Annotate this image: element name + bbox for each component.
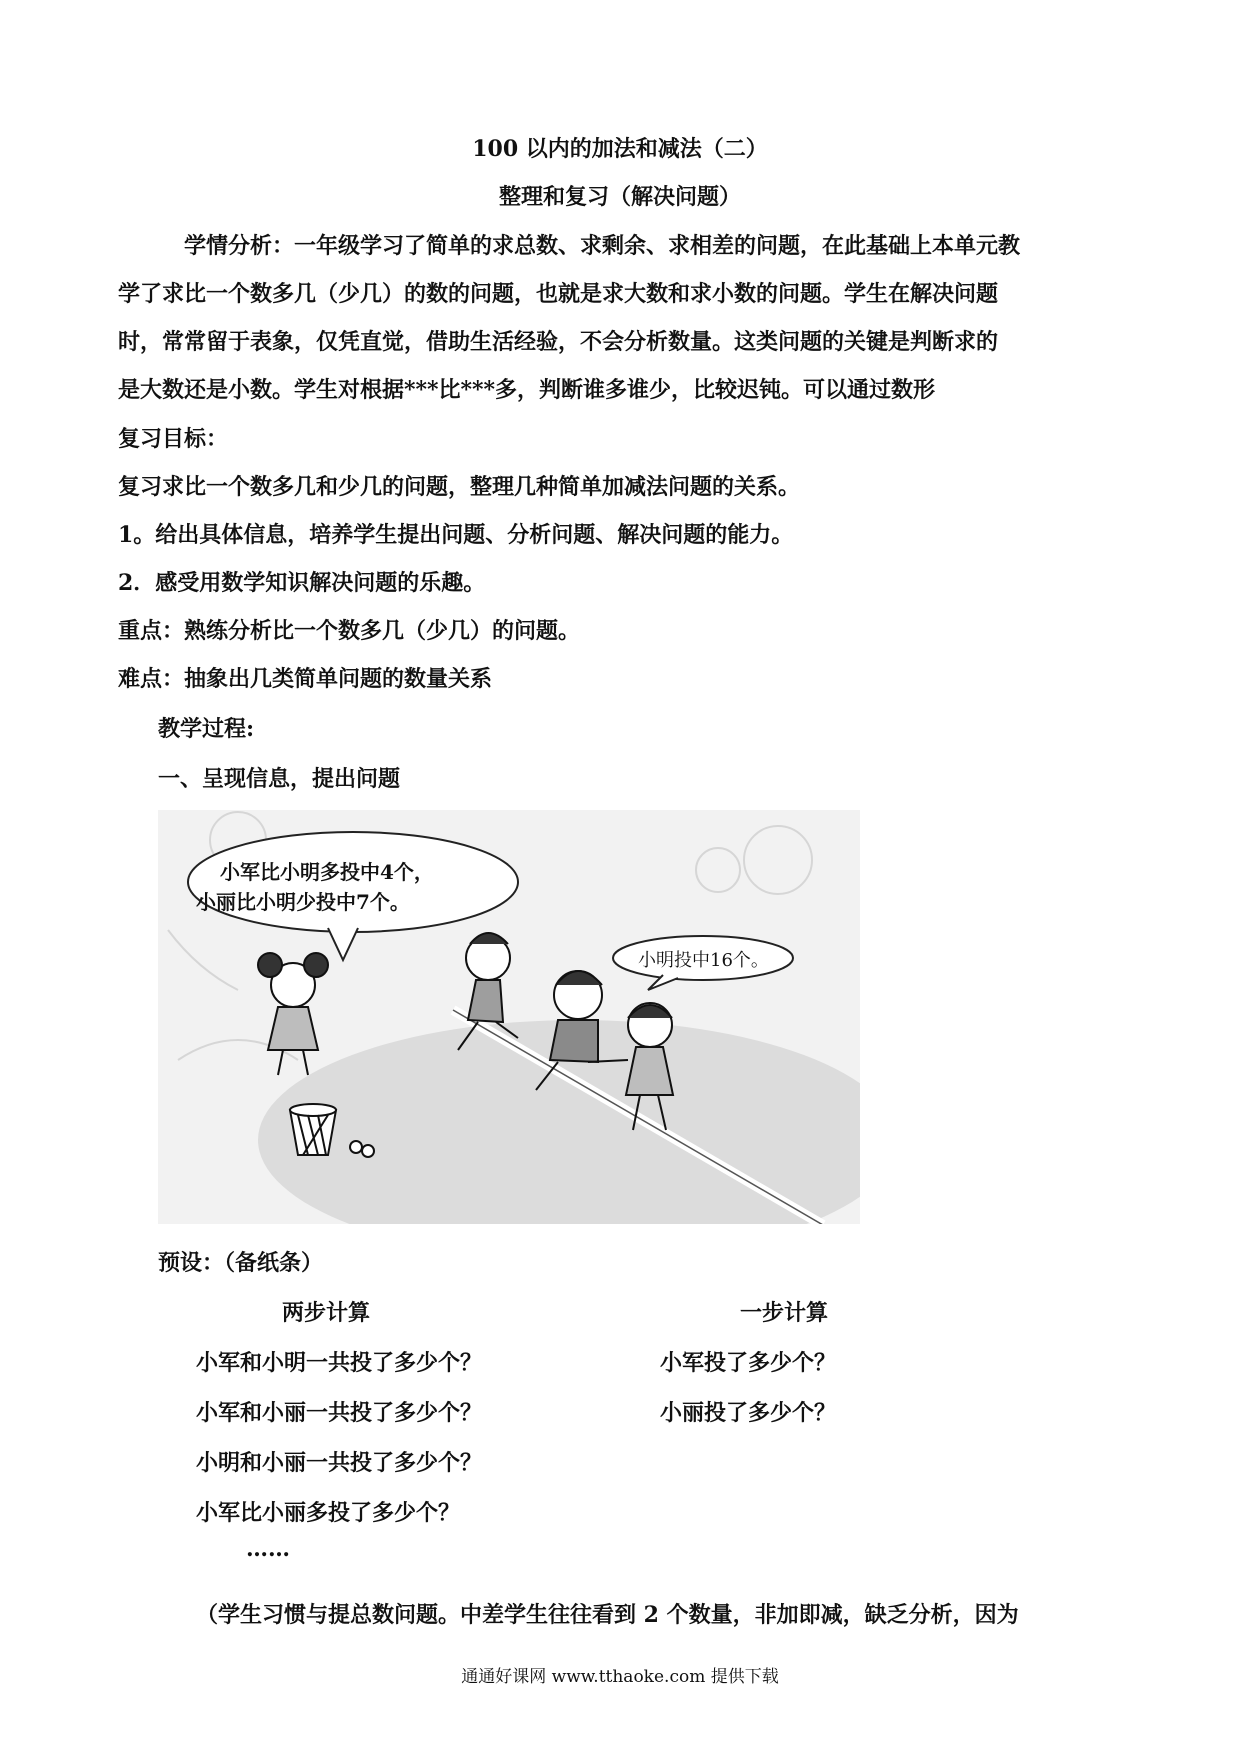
process-heading: 教学过程: [158,716,255,742]
column-header-one-step: 一步计算 [740,1300,829,1326]
speech-bubble-right: 小明投中16个。 [638,950,769,971]
one-step-question: 小丽投了多少个？ [660,1400,837,1426]
two-step-question: 小军和小丽一共投了多少个？ [196,1400,483,1426]
speech-bubble-left-line2: 小丽比小明少投中7个。 [196,890,410,914]
two-step-question: 小明和小丽一共投了多少个？ [196,1450,483,1476]
page-title: 100 以内的加法和减法（二） [472,136,768,162]
preset-label: 预设：（备纸条） [158,1250,324,1276]
one-step-question: 小军投了多少个？ [660,1350,837,1376]
analysis-line: 学情分析：一年级学习了简单的求总数、求剩余、求相差的问题，在此基础上本单元教 [184,233,1021,259]
note-paragraph: （学生习惯与提总数问题。中差学生往往看到 2 个数量，非加即减，缺乏分析，因为 [196,1602,1019,1628]
ellipsis: …… [246,1536,290,1562]
page-subtitle: 整理和复习（解决问题） [498,184,741,210]
difficulty-point: 难点：抽象出几类简单问题的数量关系 [118,666,493,692]
goal-item-2: 2．感受用数学知识解决问题的乐趣。 [118,570,486,596]
two-step-question: 小军比小丽多投了多少个？ [196,1500,461,1526]
goal-item-1: 1。给出具体信息，培养学生提出问题、分析问题、解决问题的能力。 [118,522,794,548]
analysis-line: 是大数还是小数。学生对根据***比***多，判断谁多谁少，比较迟钝。可以通过数形 [118,377,936,403]
analysis-paragraph [118,222,1130,414]
column-header-two-step: 两步计算 [282,1300,371,1326]
section-heading: 一、呈现信息，提出问题 [158,766,401,792]
illustration [158,810,860,1224]
key-point: 重点：熟练分析比一个数多几（少几）的问题。 [118,618,581,644]
goals-intro: 复习求比一个数多几和少几的问题，整理几种简单加减法问题的关系。 [118,474,801,500]
speech-bubble-left-line1: 小军比小明多投中4个， [220,860,434,884]
analysis-line: 时，常常留于表象，仅凭直觉，借助生活经验，不会分析数量。这类问题的关键是判断求的 [118,329,999,355]
two-step-question: 小军和小明一共投了多少个？ [196,1350,483,1376]
goals-heading: 复习目标： [118,426,229,452]
page-footer: 通通好课网 www.tthaoke.com 提供下载 [461,1667,779,1687]
analysis-line: 学了求比一个数多几（少几）的数的问题，也就是求大数和求小数的问题。学生在解决问题 [118,281,999,307]
